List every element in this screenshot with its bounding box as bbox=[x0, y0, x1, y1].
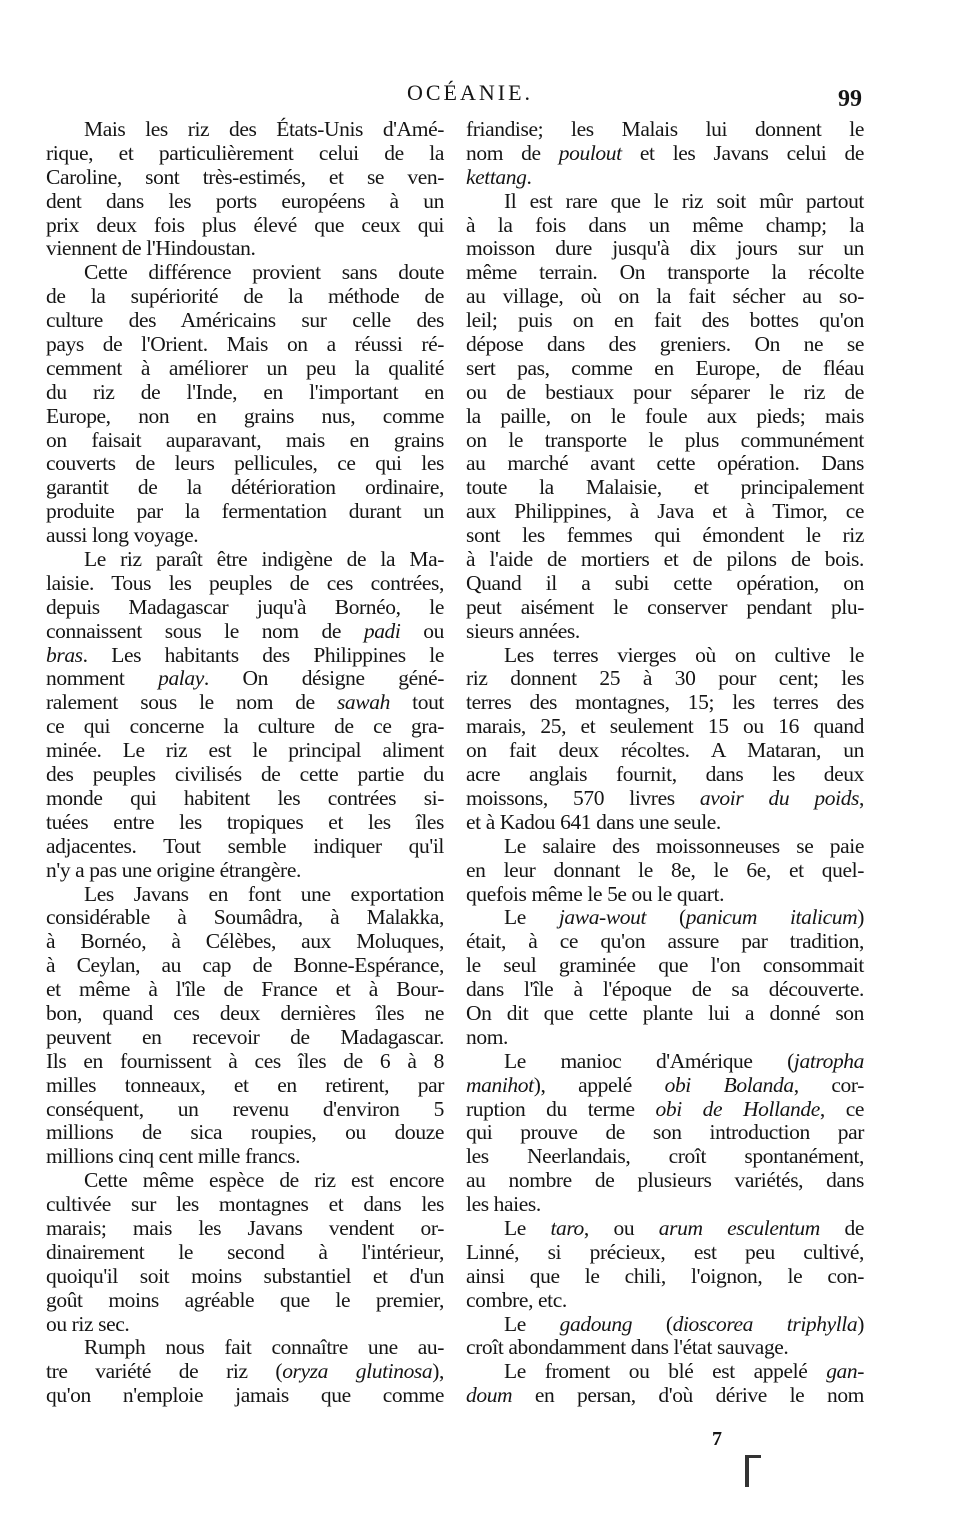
text: on fait deux récoltes. A Mataran, un bbox=[466, 738, 864, 763]
text: en persan, d'où dérive le nom bbox=[512, 1383, 864, 1408]
text-line bbox=[466, 859, 864, 883]
text: Les terres vierges où on cultive le bbox=[504, 642, 864, 667]
italic-text: obi de Hollande bbox=[655, 1096, 820, 1121]
text: Il est rare que le riz soit mûr partout bbox=[504, 188, 864, 213]
text-line bbox=[466, 739, 864, 763]
text-line bbox=[466, 357, 864, 381]
text: Rumph nous fait connaître une au- bbox=[84, 1335, 444, 1360]
text: de la supériorité de la méthode de bbox=[46, 284, 444, 309]
text: sont les femmes qui émondent le riz bbox=[466, 523, 864, 548]
text-column-right bbox=[466, 118, 864, 1408]
text-line bbox=[46, 166, 444, 190]
text: acre anglais fournit, dans les deux bbox=[466, 762, 864, 787]
text-line bbox=[466, 190, 864, 214]
text-line bbox=[46, 405, 444, 429]
text: sert pas, comme en Europe, de fléau bbox=[466, 355, 864, 380]
text: Ils en fournissent à ces îles de 6 à 8 bbox=[46, 1048, 444, 1073]
text: les Neerlandais, croît spontanément, bbox=[466, 1144, 864, 1169]
text: conséquent, un revenu d'environ 5 bbox=[46, 1096, 444, 1121]
text-line bbox=[466, 1289, 864, 1313]
text: dent dans les ports européens à un bbox=[46, 188, 444, 213]
text: Le bbox=[504, 1215, 551, 1240]
text: Le froment ou blé est appelé bbox=[504, 1359, 827, 1384]
text: peut aisément le conserver pendant plu- bbox=[466, 594, 864, 619]
text-line bbox=[466, 1121, 864, 1145]
text: on faisait auparavant, mais en grains bbox=[46, 427, 444, 452]
text: monde qui habitent les contrées si- bbox=[46, 785, 444, 810]
text-line bbox=[466, 691, 864, 715]
text-line bbox=[46, 978, 444, 1002]
text-line bbox=[466, 1074, 864, 1098]
text: les haies. bbox=[466, 1192, 541, 1217]
text: friandise; les Malais lui donnent le bbox=[466, 117, 864, 141]
text: et les Javans celui de bbox=[621, 140, 864, 165]
text-line bbox=[46, 906, 444, 930]
text-line bbox=[46, 1002, 444, 1026]
text: dépose dans des greniers. On ne se bbox=[466, 332, 864, 357]
text: et même à l'île de France et à Bour- bbox=[46, 977, 444, 1002]
text: au nombre de plusieurs variétés, dans bbox=[466, 1168, 864, 1193]
italic-text: doum bbox=[466, 1383, 513, 1408]
text-line bbox=[466, 620, 864, 644]
text: millions cinq cent mille francs. bbox=[46, 1144, 301, 1169]
text: au marché avant cette opération. Dans bbox=[466, 451, 864, 476]
text-line bbox=[46, 1241, 444, 1265]
text-line bbox=[46, 309, 444, 333]
text: ce qui concerne la culture de ce gra- bbox=[46, 714, 444, 739]
italic-text: taro bbox=[550, 1215, 584, 1240]
text-line bbox=[466, 763, 864, 787]
text: moissons, 570 livres bbox=[466, 785, 700, 810]
text-line bbox=[466, 883, 864, 907]
text: culture des Américains sur celle des bbox=[46, 308, 444, 333]
text: moisson dure jusqu'à dix jours sur un bbox=[466, 236, 864, 261]
text-line bbox=[466, 1384, 864, 1408]
text-line bbox=[466, 906, 864, 930]
text-line bbox=[466, 930, 864, 954]
text-line bbox=[46, 118, 444, 142]
text-line bbox=[466, 954, 864, 978]
text: était, à ce qu'on assure par tradition, bbox=[466, 929, 864, 954]
text: ou bbox=[400, 618, 444, 643]
italic-text: avoir du poids bbox=[699, 785, 860, 810]
text-line bbox=[466, 500, 864, 524]
text-line bbox=[46, 429, 444, 453]
italic-text: jawa-wout bbox=[558, 905, 647, 930]
text: riz donnent 25 à 30 pour cent; les bbox=[466, 666, 864, 691]
text-line bbox=[46, 500, 444, 524]
text: cemment à améliorer un peu la qualité bbox=[46, 355, 444, 380]
text: le seul graminée que l'on consommait bbox=[466, 953, 864, 978]
text: Mais les riz des États-Unis d'Amé- bbox=[84, 117, 444, 141]
text-line bbox=[466, 1169, 864, 1193]
text-line bbox=[46, 1074, 444, 1098]
text: bon, quand ces deux dernières îles ne bbox=[46, 1000, 444, 1025]
text: depuis Madagascar juqu'à Bornéo, le bbox=[46, 594, 444, 619]
text: On dit que cette plante lui a donné son bbox=[466, 1000, 864, 1025]
text: couverts de leurs pellicules, ce qui les bbox=[46, 451, 444, 476]
text: tre variété de riz ( bbox=[46, 1359, 283, 1384]
italic-text: palay bbox=[158, 666, 204, 691]
text-line bbox=[46, 859, 444, 883]
text-line bbox=[46, 667, 444, 691]
text-line bbox=[46, 1265, 444, 1289]
text-line bbox=[466, 1241, 864, 1265]
text: à Bornéo, à Célèbes, aux Moluques, bbox=[46, 929, 444, 954]
text-line bbox=[466, 548, 864, 572]
text-line bbox=[46, 1313, 444, 1337]
text-line bbox=[46, 1289, 444, 1313]
text: produite par la fermentation durant un bbox=[46, 499, 444, 524]
text: à l'aide de mortiers et de pilons de bois. bbox=[466, 547, 864, 572]
text: qui prouve de son introduction par bbox=[466, 1120, 864, 1145]
text-line bbox=[466, 214, 864, 238]
text-line bbox=[466, 596, 864, 620]
text-line bbox=[46, 261, 444, 285]
text-line bbox=[46, 1145, 444, 1169]
text-line bbox=[466, 476, 864, 500]
italic-text: kettang bbox=[466, 164, 527, 189]
text-line bbox=[466, 1145, 864, 1169]
text: Europe, non en grains nus, comme bbox=[46, 403, 444, 428]
italic-text: padi bbox=[363, 618, 401, 643]
text-line bbox=[46, 739, 444, 763]
text: leil; puis on en fait des bottes qu'on bbox=[466, 308, 864, 333]
text: n'y a pas une origine étrangère. bbox=[46, 857, 301, 882]
text: du riz de l'Inde, en l'important en bbox=[46, 379, 444, 404]
text: tuées entre les tropiques et les îles bbox=[46, 809, 444, 834]
text-line bbox=[46, 954, 444, 978]
italic-text: jatropha bbox=[793, 1048, 864, 1073]
text-line bbox=[466, 452, 864, 476]
text: ( bbox=[646, 905, 686, 930]
text: toute la Malaisie, et principalement bbox=[466, 475, 864, 500]
text-line bbox=[46, 333, 444, 357]
text-line bbox=[466, 261, 864, 285]
text: , cor- bbox=[793, 1072, 864, 1097]
text-line bbox=[466, 429, 864, 453]
text: nom. bbox=[466, 1024, 508, 1049]
text-line bbox=[46, 691, 444, 715]
text-line bbox=[466, 715, 864, 739]
text: Le manioc d'Amérique ( bbox=[504, 1048, 794, 1073]
text: peuvent en recevoir de Madagascar. bbox=[46, 1024, 444, 1049]
text: marais; mais les Javans vendent or- bbox=[46, 1215, 444, 1240]
text: Le bbox=[504, 905, 559, 930]
italic-text: gadoung bbox=[559, 1311, 633, 1336]
text: laisie. Tous les peuples de ces contrées, bbox=[46, 570, 444, 595]
text: considérable à Soumâdra, à Malakka, bbox=[46, 905, 444, 930]
italic-text: arum esculentum bbox=[658, 1215, 820, 1240]
text: ) bbox=[857, 1311, 864, 1336]
text: ou de bestiaux pour séparer le riz de bbox=[466, 379, 864, 404]
text-line bbox=[466, 285, 864, 309]
text-line bbox=[466, 787, 864, 811]
text: viennent de l'Hindoustan. bbox=[46, 236, 256, 261]
italic-text: gan- bbox=[826, 1359, 864, 1384]
text: Cette différence provient sans doute bbox=[84, 260, 444, 285]
text-line bbox=[466, 524, 864, 548]
text-line bbox=[466, 1336, 864, 1360]
text: aussi long voyage. bbox=[46, 523, 199, 548]
text-line bbox=[46, 1217, 444, 1241]
text-line bbox=[466, 118, 864, 142]
text: rique, et particulièrement celui de la bbox=[46, 140, 444, 165]
text-line bbox=[46, 930, 444, 954]
text: prix deux fois plus élevé que ceux qui bbox=[46, 212, 444, 237]
text-line bbox=[46, 1384, 444, 1408]
text: au village, où on la fait sécher au so- bbox=[466, 284, 864, 309]
text: quoiqu'il soit moins substantiel et d'un bbox=[46, 1263, 444, 1288]
text-line bbox=[466, 1002, 864, 1026]
text-line bbox=[466, 1050, 864, 1074]
text: nom de bbox=[466, 140, 559, 165]
text: et à Kadou 641 dans une seule. bbox=[466, 809, 721, 834]
text-line bbox=[466, 1313, 864, 1337]
text-line bbox=[46, 835, 444, 859]
text: ) bbox=[857, 905, 864, 930]
text-line bbox=[46, 1050, 444, 1074]
text: tout bbox=[389, 690, 445, 715]
text-line bbox=[466, 381, 864, 405]
text-line bbox=[466, 1026, 864, 1050]
text: milles tonneaux, et en retirent, par bbox=[46, 1072, 444, 1097]
text: ( bbox=[632, 1311, 673, 1336]
text: ruption du terme bbox=[466, 1096, 656, 1121]
italic-text: panicum italicum bbox=[685, 905, 858, 930]
text-line bbox=[46, 620, 444, 644]
text-line bbox=[46, 452, 444, 476]
text-line bbox=[46, 357, 444, 381]
text: adjacentes. Tout semble indiquer qu'il bbox=[46, 833, 444, 858]
text-line bbox=[46, 142, 444, 166]
text: combre, etc. bbox=[466, 1287, 567, 1312]
text-line bbox=[46, 715, 444, 739]
text-line bbox=[46, 524, 444, 548]
text-line bbox=[466, 811, 864, 835]
italic-text: poulout bbox=[558, 140, 622, 165]
text-line bbox=[46, 1360, 444, 1384]
text: , ce bbox=[819, 1096, 864, 1121]
text: quefois même le 5e ou le quart. bbox=[466, 881, 725, 906]
text-column-left bbox=[46, 118, 444, 1408]
italic-text: bras bbox=[46, 642, 83, 667]
text-line bbox=[466, 1360, 864, 1384]
text: ), bbox=[432, 1359, 444, 1384]
text: à Ceylan, au cap de Bonne-Espérance, bbox=[46, 953, 444, 978]
text-line bbox=[46, 1121, 444, 1145]
text-line bbox=[46, 1193, 444, 1217]
text: Caroline, sont très-estimés, et se ven- bbox=[46, 164, 444, 189]
text: nomment bbox=[46, 666, 159, 691]
text: terres des montagnes, 15; les terres des bbox=[466, 690, 864, 715]
text-line bbox=[466, 644, 864, 668]
text-line bbox=[46, 214, 444, 238]
text: Les Javans en font une exportation bbox=[84, 881, 444, 906]
text-line bbox=[466, 405, 864, 429]
text: Cette même espèce de riz est encore bbox=[84, 1168, 444, 1193]
text-line bbox=[46, 548, 444, 572]
text-line bbox=[46, 1169, 444, 1193]
text-line bbox=[46, 190, 444, 214]
text-line bbox=[466, 1098, 864, 1122]
text-line bbox=[466, 166, 864, 190]
text-line bbox=[46, 1098, 444, 1122]
text-line bbox=[466, 333, 864, 357]
text: connaissent sous le nom de bbox=[46, 618, 364, 643]
text: en leur donnant le 8e, le 6e, et quel- bbox=[466, 857, 864, 882]
text: Le bbox=[504, 1311, 560, 1336]
text: , ou bbox=[583, 1215, 659, 1240]
italic-text: oryza glutinosa bbox=[282, 1359, 433, 1384]
text: millions de sica roupies, ou douze bbox=[46, 1120, 444, 1145]
text-line bbox=[46, 381, 444, 405]
text-line bbox=[466, 309, 864, 333]
text: qu'on n'emploie jamais que comme bbox=[46, 1383, 444, 1408]
text: on le transporte le plus communément bbox=[466, 427, 864, 452]
page-number: 99 bbox=[838, 86, 862, 112]
text: sieurs années. bbox=[466, 618, 580, 643]
text: ), appelé bbox=[533, 1072, 665, 1097]
text-line bbox=[46, 644, 444, 668]
text: ralement sous le nom de bbox=[46, 690, 337, 715]
text: cultivée sur les montagnes et dans les bbox=[46, 1192, 444, 1217]
text: . bbox=[526, 164, 532, 189]
text: Le riz paraît être indigène de la Ma- bbox=[84, 547, 444, 572]
scan-artifact bbox=[749, 1455, 761, 1458]
text-line bbox=[466, 1193, 864, 1217]
text: aux Philippines, à Java et à Timor, ce bbox=[466, 499, 864, 524]
text: goût moins agréable que le premier, bbox=[46, 1287, 444, 1312]
text: la paille, on le foule aux pieds; mais bbox=[466, 403, 864, 428]
text: à la fois dans un même champ; la bbox=[466, 212, 864, 237]
text: . Les habitants des Philippines le bbox=[82, 642, 444, 667]
text-line bbox=[46, 1026, 444, 1050]
text-line bbox=[466, 572, 864, 596]
text-line bbox=[466, 1265, 864, 1289]
text-line bbox=[466, 667, 864, 691]
italic-text: sawah bbox=[336, 690, 390, 715]
running-header: OCÉANIE. bbox=[406, 80, 534, 105]
text-line bbox=[46, 237, 444, 261]
text: ou riz sec. bbox=[46, 1311, 130, 1336]
text-line bbox=[46, 596, 444, 620]
text-line bbox=[46, 1336, 444, 1360]
text: croît abondamment dans l'état sauvage. bbox=[466, 1335, 789, 1360]
text-line bbox=[466, 1217, 864, 1241]
text-line bbox=[466, 978, 864, 1002]
text: ainsi que le chili, l'oignon, le con- bbox=[466, 1263, 864, 1288]
text-line bbox=[46, 572, 444, 596]
text-line bbox=[46, 285, 444, 309]
signature-mark: 7 bbox=[712, 1428, 722, 1450]
italic-text: manihot bbox=[466, 1072, 534, 1097]
text: de bbox=[819, 1215, 864, 1240]
text-line bbox=[46, 787, 444, 811]
text: , bbox=[859, 785, 865, 810]
text: dans l'île à l'époque de sa découverte. bbox=[466, 977, 864, 1002]
text: pays de l'Orient. Mais on a réussi ré- bbox=[46, 332, 444, 357]
text-line bbox=[46, 476, 444, 500]
text: marais, 25, et seulement 15 ou 16 quand bbox=[466, 714, 864, 739]
italic-text: dioscorea triphylla bbox=[672, 1311, 858, 1336]
text: même terrain. On transporte la récolte bbox=[466, 260, 864, 285]
text-line bbox=[46, 811, 444, 835]
text-line bbox=[466, 237, 864, 261]
text: des peuples civilisés de cette partie du bbox=[46, 762, 444, 787]
text-line bbox=[466, 142, 864, 166]
text-line bbox=[46, 763, 444, 787]
text: Quand il a subi cette opération, on bbox=[466, 570, 864, 595]
text-line bbox=[46, 883, 444, 907]
text: Le salaire des moissonneuses se paie bbox=[504, 833, 864, 858]
text: Linné, si précieux, est peu cultivé, bbox=[466, 1239, 864, 1264]
text-line bbox=[466, 835, 864, 859]
italic-text: obi Bolanda bbox=[664, 1072, 794, 1097]
text: . On désigne géné- bbox=[203, 666, 445, 691]
text: dinairement le second à l'intérieur, bbox=[46, 1239, 444, 1264]
scan-artifact bbox=[745, 1455, 749, 1487]
text: garantit de la détérioration ordinaire, bbox=[46, 475, 444, 500]
text: minée. Le riz est le principal aliment bbox=[46, 738, 444, 763]
